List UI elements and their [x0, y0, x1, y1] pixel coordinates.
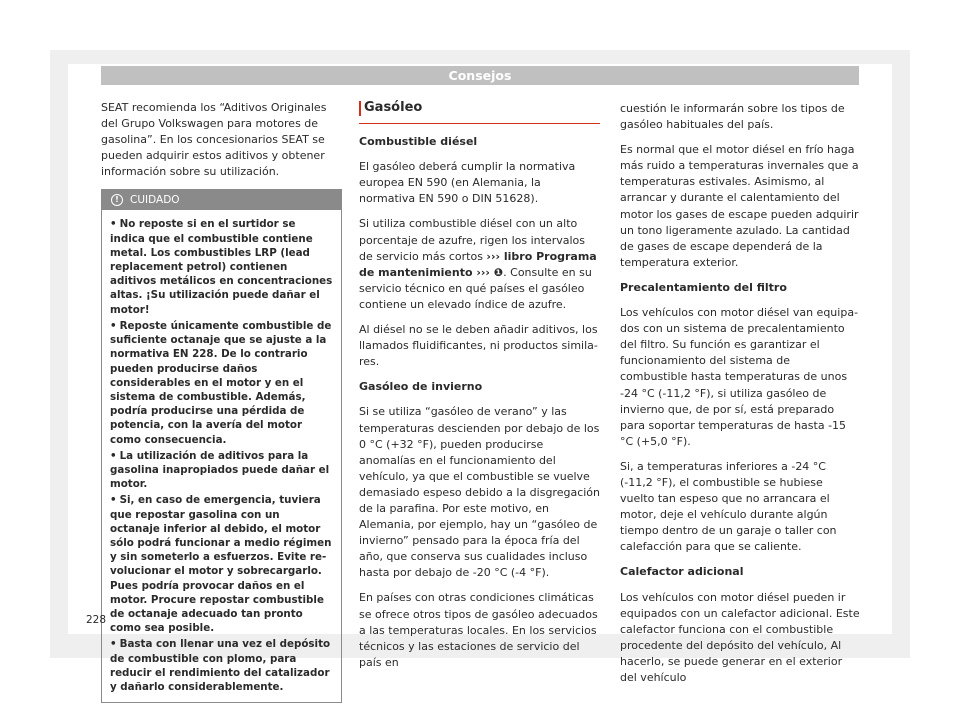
- bullet-icon: •: [110, 218, 117, 231]
- warning-icon: !: [111, 194, 123, 206]
- caution-item: • No reposte si en el surtidor se indica que el combustible contiene metal. Los combustibles LRP (lead replacement petrol) contienen aditivos metálicos en concentraciones altas. ¡Su utilización puede dañar el motor!: [110, 218, 333, 316]
- paragraph: Si se utiliza “gasóleo de verano” y las temperaturas descienden por debajo de los 0 °C (+32 °F), pueden producirse anomalías en el funcionamiento del vehículo, ya que el combustible se vuelve demasiado espeso debido a la disgregación de la parafina. Por este motivo, en Alemania, por ejemplo, hay un “gasóleo de invierno” pensado para la época fría del año, que conserva sus cualidades incluso hasta por debajo de -20 °C (-4 °F).: [359, 405, 601, 580]
- caution-item: • Si, en caso de emergencia, tuviera que repostar gasolina con un octanaje inferior al debido, el motor sólo podrá funcionar a medio régimen y sin someterlo a esfuerzos. Evite revolucionar el motor y sobrecargarlo. Pues podría provocar daños en el motor. Procure repostar combustible de octanaje adecuado tan pronto como sea posible.: [110, 494, 332, 635]
- bullet-icon: •: [110, 638, 117, 651]
- paragraph: Los vehículos con motor diésel van equipados con un sistema de precalentamiento del filtro. Su función es garantizar el funcionamiento del sistema de combustible hasta temperaturas de unos -24 °C (-11,2 °F), si utiliza gasóleo de invierno que, de por sí, está preparado para soportar temperaturas de hasta -15 °C (+5,0 °F).: [620, 306, 859, 448]
- warning-ref-icon: ❶: [493, 265, 504, 279]
- intro-paragraph: SEAT recomienda los “Aditivos Originales del Grupo Volkswagen para motores de gasolina”. En los concesionarios SEAT se pueden adquirir estos aditivos y obtener información sobre su utilización.: [101, 101, 327, 179]
- caution-item: • Basta con llenar una vez el depósito de combustible con plomo, para reducir el rendimiento del catalizador y dañarlo considerablemente.: [110, 638, 331, 693]
- caution-body: [102, 210, 341, 702]
- caution-item: • Reposte únicamente combustible de suficiente octanaje que se ajuste a la normativa EN 228. De lo contrario pueden producirse daños considerables en el motor y en el sistema de combustible. Además, podría producirse una pérdida de potencia, con la avería del motor como consecuencia.: [110, 319, 332, 446]
- page-number: 228: [86, 614, 107, 626]
- bullet-icon: •: [110, 494, 117, 507]
- column-1: [101, 100, 342, 703]
- subheading: Precalentamiento del filtro: [620, 280, 787, 294]
- paragraph: El gasóleo deberá cumplir la normativa europea EN 590 (en Alemania, la normativa EN 590 o DIN 51628).: [359, 160, 576, 206]
- paragraph: En países con otras condiciones climáticas se ofrece otros tipos de gasóleo adecuados a las temperaturas locales. En los servicios técnicos y las estaciones de servicio del país en: [359, 591, 598, 669]
- caution-title: CUIDADO: [130, 194, 180, 207]
- chapter-header: Consejos: [101, 66, 859, 85]
- column-2: [359, 100, 600, 680]
- caution-item: • La utilización de aditivos para la gasolina inapropiados puede dañar el motor.: [110, 449, 330, 491]
- subheading: Combustible diésel: [359, 135, 478, 149]
- bullet-icon: •: [110, 319, 117, 332]
- paragraph: Si, a temperaturas inferiores a -24 °C (-11,2 °F), el combustible se hubiese vuelto tan espeso que no arrancara el motor, deje el vehículo durante algún tiempo dentro de un garaje o taller con calefacción para que se caliente.: [620, 459, 837, 554]
- caution-box: [101, 189, 342, 703]
- paragraph: Al diésel no se le deben añadir aditivos, los llamados fluidificantes, ni productos similares.: [359, 323, 598, 369]
- subheading: Gasóleo de invierno: [359, 380, 483, 394]
- section-title: Gasóleo: [359, 100, 600, 124]
- paragraph: Los vehículos con motor diésel pueden ir equipados con un calefactor adicional. Este calefactor funciona con el combustible procedente del depósito del vehículo, Al hacerlo, se puede generar en el exterior del vehículo: [620, 590, 860, 684]
- column-3: [620, 101, 860, 695]
- paragraph: Es normal que el motor diésel en frío haga más ruido a temperaturas invernales que a temperaturas estivales. Asimismo, al arrancar y durante el calentamiento del motor los gases de escape pueden adquirir un tono ligeramente azulado. La cantidad de gases de escape dependerá de la temperatura exterior.: [620, 143, 859, 269]
- paragraph: cuestión le informarán sobre los tipos de gasóleo habituales del país.: [620, 102, 845, 132]
- paragraph: Si utiliza combustible diésel con un alto porcentaje de azufre, rigen los intervalos de servicio más cortos ››› libro Programa de mantenimiento ››› ❶. Consulte en su servicio técnico en qué países el gasóleo contiene un elevado índice de azufre.: [359, 217, 597, 311]
- caution-header: [102, 190, 341, 210]
- bullet-icon: •: [110, 449, 117, 462]
- subheading: Calefactor adicional: [620, 565, 744, 579]
- cross-reference-link[interactable]: ››› libro Programa de mantenimiento ›››: [359, 249, 597, 279]
